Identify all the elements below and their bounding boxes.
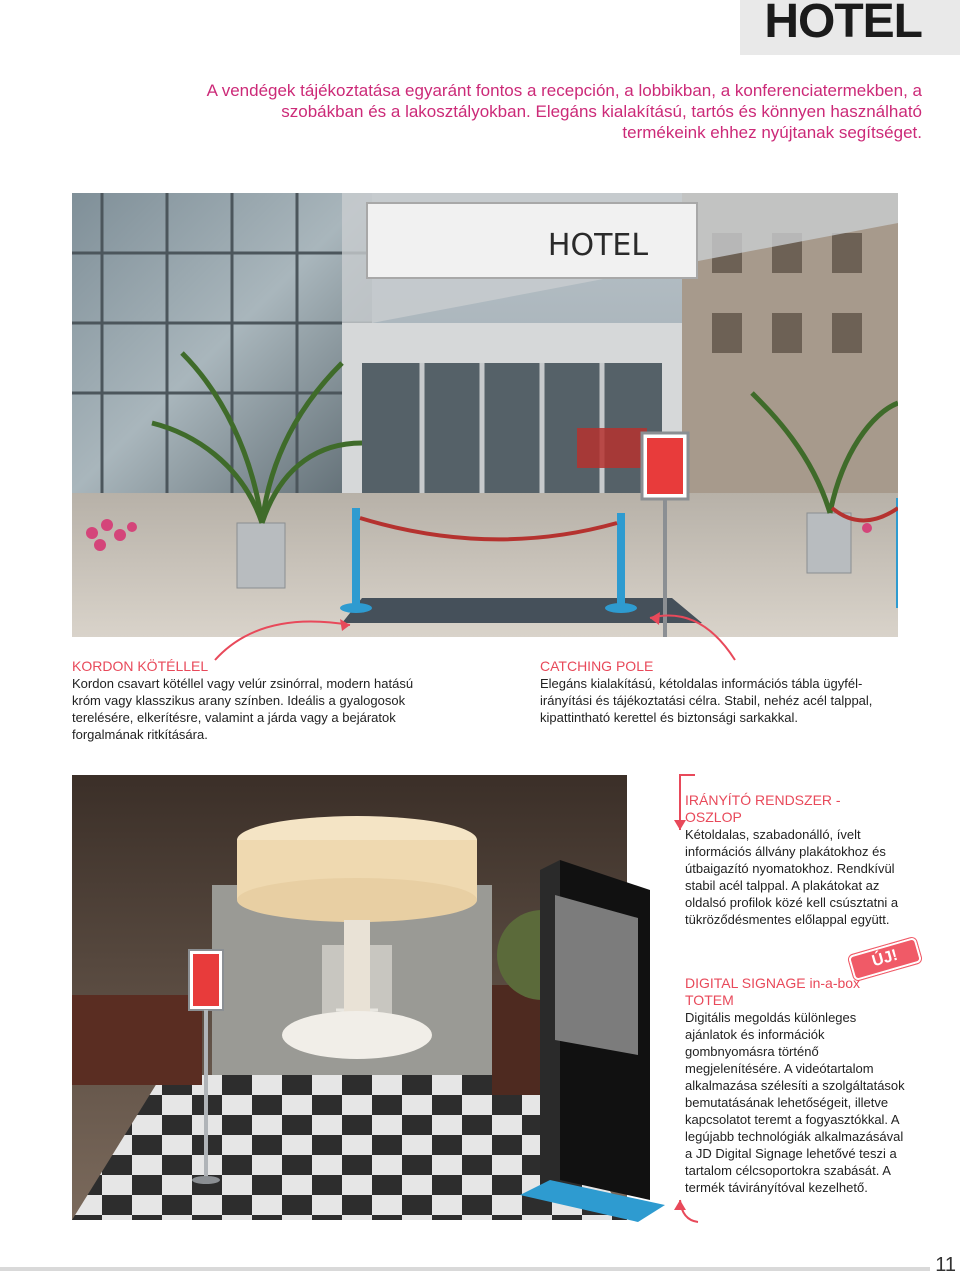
totem-heading-main: DIGITAL SIGNAGE xyxy=(685,975,810,991)
page-number: 11 xyxy=(935,1254,956,1276)
totem-heading-sub: in-a-box xyxy=(809,975,861,991)
catching-pole-heading: CATCHING POLE xyxy=(540,658,654,674)
kordon-heading: KORDON KÖTÉLLEL xyxy=(72,658,209,674)
totem-body: Digitális megoldás különleges ajánlatok és információk gombnyomásra történő megjelenítésére. A videótartalom alkalmazása szélesíti a szolgáltatások bemutatásának lehetőségeit, illetve kapcsolatot teremt a fogyasztókkal. A legújabb technológiák alkalmazásával a JD Digital Signage lehetővé teszi a tartalom célcsoportokra szabását. A termék távirányítóval kezelhető. xyxy=(685,1010,905,1195)
kordon-section xyxy=(72,658,442,743)
catching-pole-body: Elegáns kialakítású, kétoldalas információs tábla ügyfél-irányítási és tájékoztatási célra. Stabil, nehéz acél talppal, kipattintható kerettel és biztonsági sarkakkal. xyxy=(540,676,873,725)
oszlop-body: Kétoldalas, szabadonálló, ívelt információs állvány plakátokhoz és útbaigazító nyomatokhoz. Rendkívül stabil acél talppal. A plakátokat az oldalsó profilok közé kell csúsztatni a tükröződésmentes előlappal együtt. xyxy=(685,827,899,927)
page-title: HOTEL xyxy=(764,0,922,48)
hotel-entrance-illustration xyxy=(72,193,898,637)
intro-text: A vendégek tájékoztatása egyaránt fontos a recepción, a lobbikban, a konferenciatermekben, a szobákban és a lakosztályokban. Elegáns kialakítású, tartós és könnyen használható termékeink ehhez nyújtanak segítséget. xyxy=(206,81,922,142)
totem-screen xyxy=(555,895,638,1055)
footer-rule xyxy=(0,1267,930,1271)
catching-pole-section xyxy=(540,658,900,726)
oszlop-section xyxy=(685,792,900,928)
kordon-body: Kordon csavart kötéllel vagy velúr zsinórral, modern hatású króm vagy klasszikus arany színben. Ideális a gyalogosok terelésére, elkerítésre, valamint a járda vagy a bejáratok forgalmának ritkítására. xyxy=(72,676,414,742)
totem-section xyxy=(685,975,910,1196)
oszlop-heading: IRÁNYÍTÓ RENDSZER - OSZLOP xyxy=(685,792,841,825)
sign-text: HOTEL xyxy=(547,228,649,263)
totem-heading xyxy=(685,975,910,1009)
totem-heading-totem: TOTEM xyxy=(685,992,734,1008)
hotel-entrance-photo xyxy=(72,193,898,637)
new-badge: ÚJ! xyxy=(848,937,922,981)
